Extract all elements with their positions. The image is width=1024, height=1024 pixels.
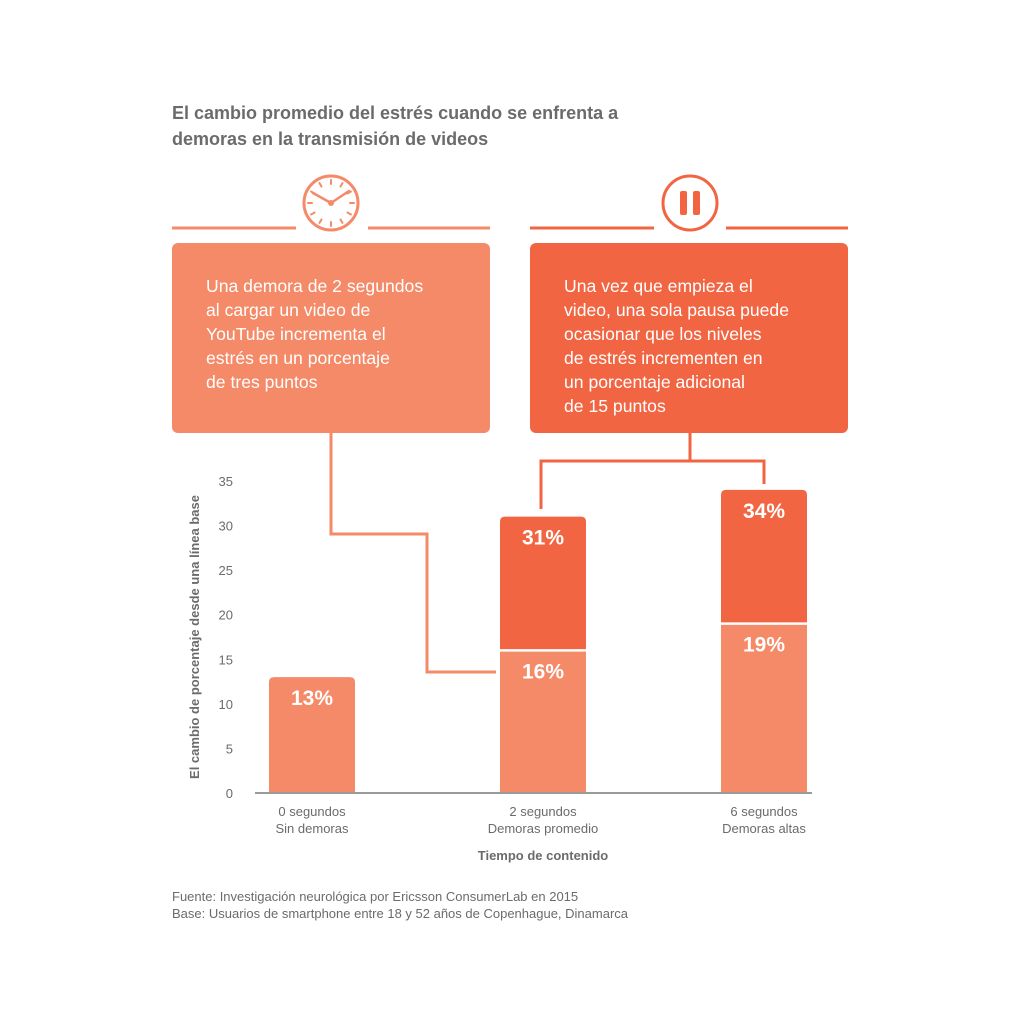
x-tick-label-1-0: 2 segundos — [509, 804, 577, 819]
bar-value-label-2-1: 34% — [742, 499, 786, 523]
base-note: Base: Usuarios de smartphone entre 18 y 52 años de Copenhague, Dinamarca — [172, 906, 629, 921]
bar-value-label-2-0: 19% — [742, 633, 786, 657]
x-tick-label-2-0: 6 segundos — [730, 804, 798, 819]
callout-text-line: YouTube incrementa el — [206, 324, 386, 344]
callout-text-line: de tres puntos — [206, 372, 318, 392]
callout-text-line: ocasionar que los niveles — [564, 324, 762, 344]
y-tick-label-15: 15 — [218, 652, 233, 668]
x-tick-label-0-0: 0 segundos — [278, 804, 346, 819]
bar-value-label-1-1: 31% — [521, 526, 565, 550]
y-tick-label-35: 35 — [218, 474, 233, 489]
callout-text-line: al cargar un video de — [206, 300, 371, 320]
connector-left — [331, 433, 496, 672]
callout-text-line: de estrés incrementen en — [564, 348, 763, 368]
bar-value-label-0-0: 13% — [290, 687, 334, 711]
x-tick-label-1-1: Demoras promedio — [487, 821, 599, 836]
x-tick-label-2-1: Demoras altas — [722, 821, 806, 836]
y-axis-title: El cambio de porcentaje desde una línea base — [187, 495, 202, 779]
chart-title-line: El cambio promedio del estrés cuando se enfrenta a — [172, 103, 619, 123]
bar-value-label-1-0: 16% — [521, 660, 565, 684]
y-tick-label-30: 30 — [218, 518, 233, 534]
y-tick-label-20: 20 — [218, 607, 233, 623]
y-tick-label-25: 25 — [218, 563, 233, 579]
callout-text-line: Una demora de 2 segundos — [206, 276, 424, 296]
chart-title-line: demoras en la transmisión de videos — [172, 129, 489, 149]
callout-text-line: un porcentaje adicional — [564, 372, 745, 392]
chart-footer — [172, 888, 872, 922]
source-note: Fuente: Investigación neurológica por Ericsson ConsumerLab en 2015 — [172, 889, 579, 904]
callout-text-line: de 15 puntos — [564, 396, 666, 416]
callout-text-line: video, una sola pausa puede — [564, 300, 789, 320]
pause-icon — [663, 176, 717, 230]
x-axis-title: Tiempo de contenido — [477, 848, 609, 863]
clock-icon — [304, 176, 358, 230]
y-tick-label-0: 0 — [225, 786, 233, 801]
callout-text-line: estrés en un porcentaje — [206, 348, 390, 368]
y-tick-label-10: 10 — [218, 696, 233, 712]
x-tick-label-0-1: Sin demoras — [275, 821, 349, 836]
y-tick-label-5: 5 — [225, 741, 233, 757]
callout-text-line: Una vez que empieza el — [564, 276, 753, 296]
